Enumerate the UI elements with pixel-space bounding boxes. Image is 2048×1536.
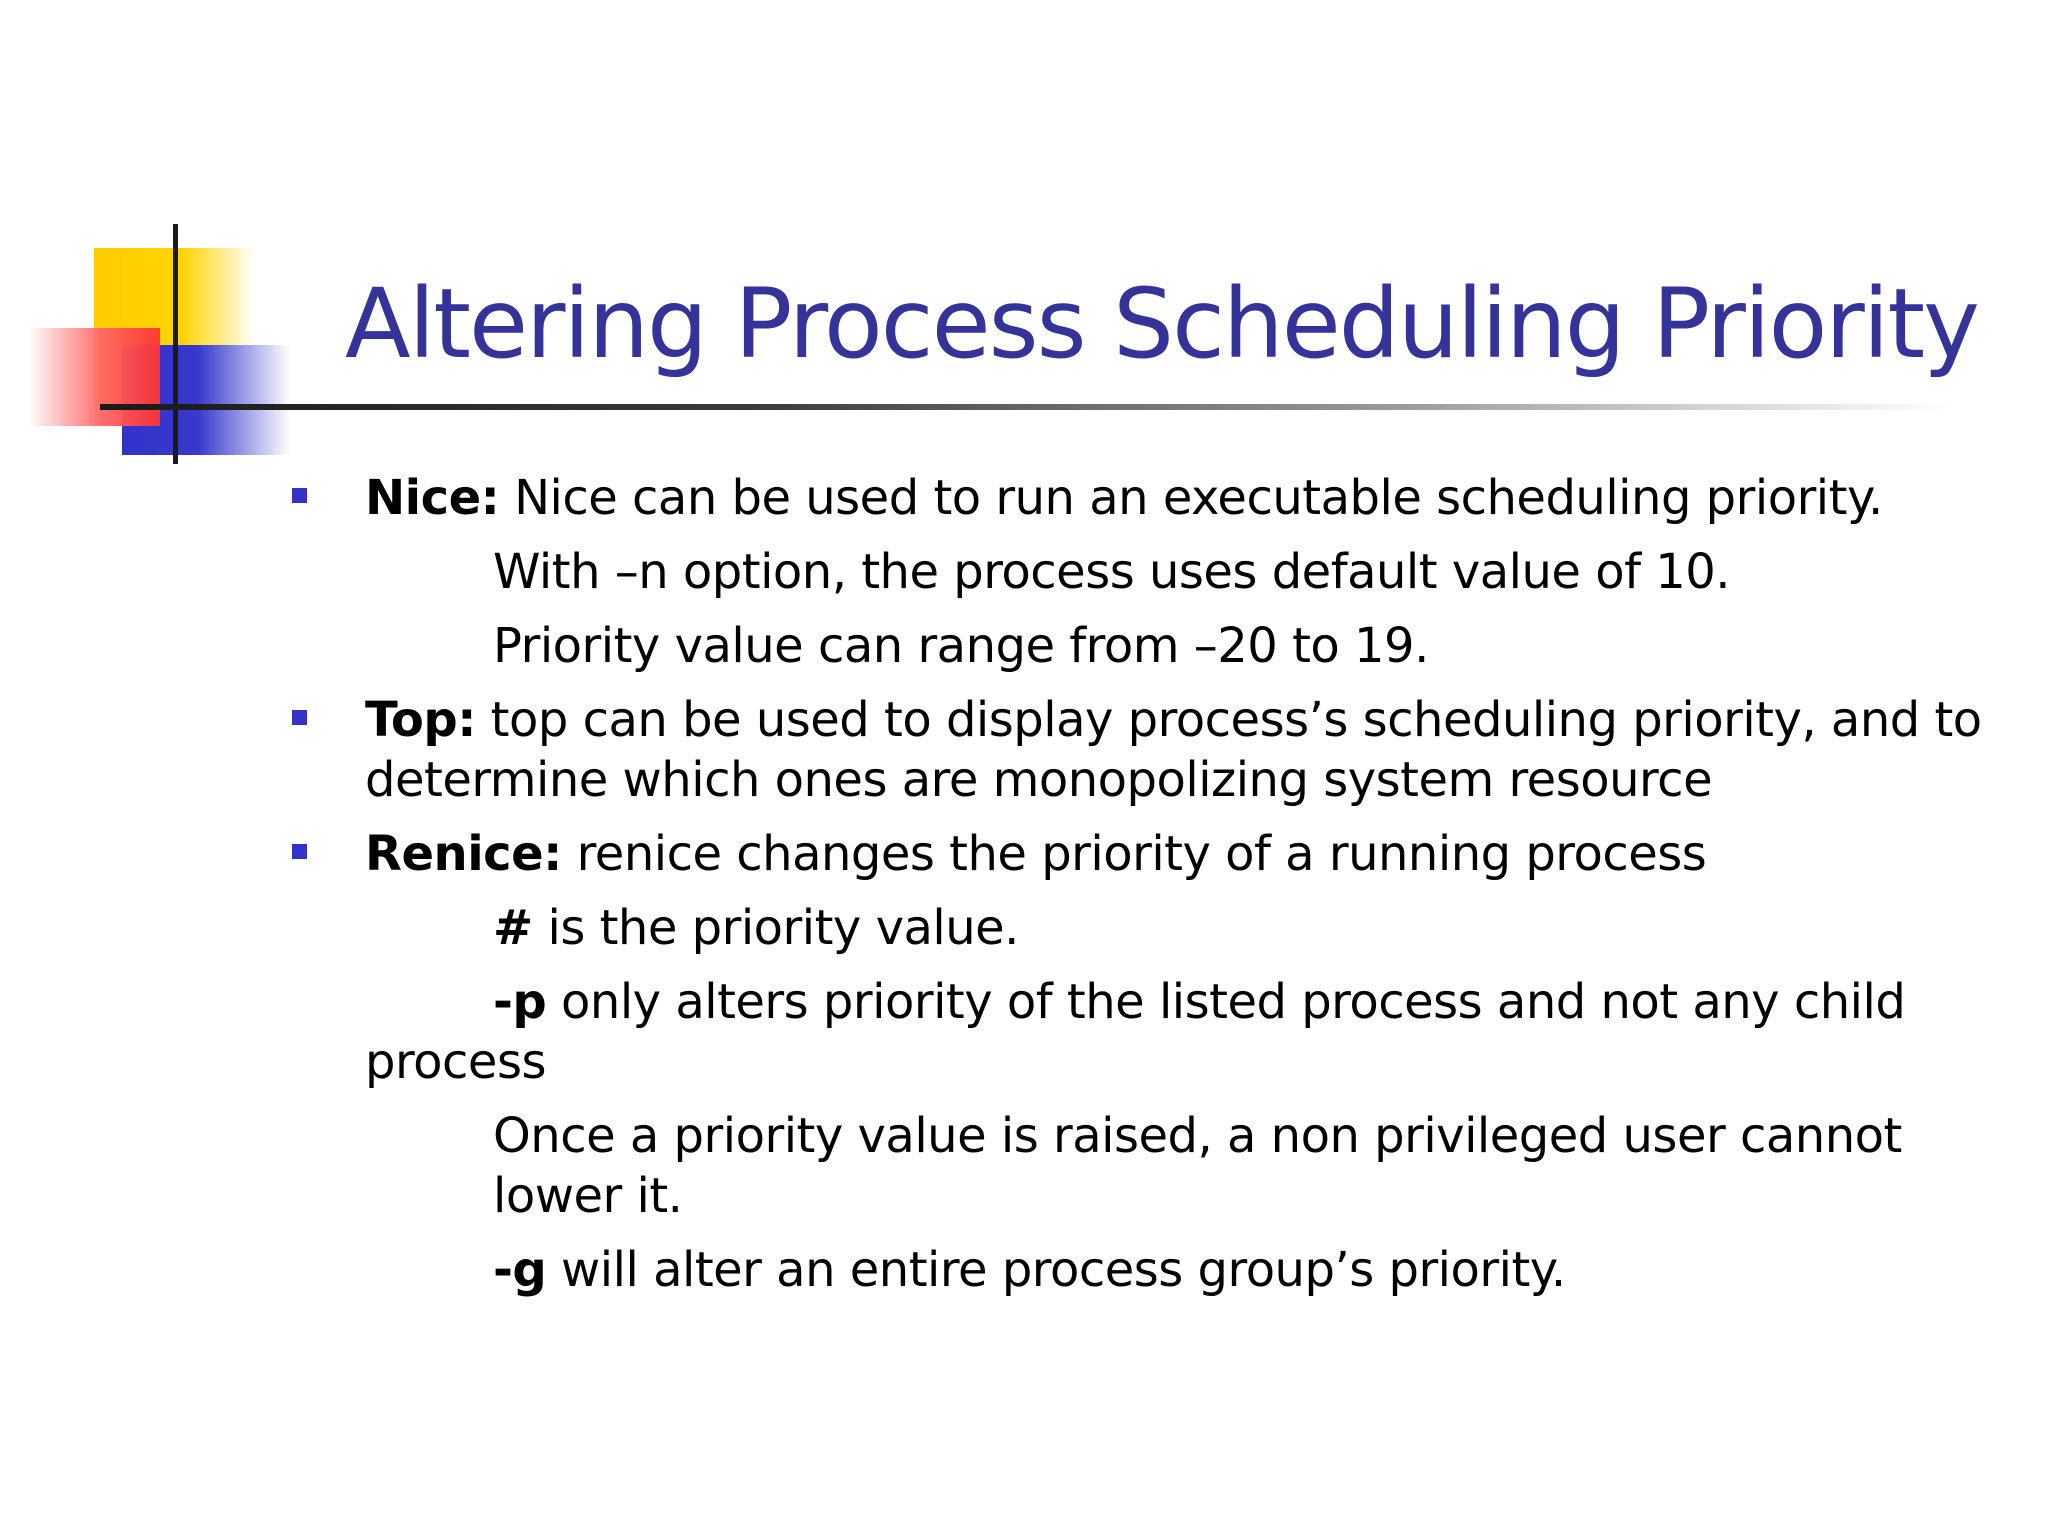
- bullet-top: [290, 690, 2010, 810]
- sub-item: Priority value can range from –20 to 19.: [493, 618, 1429, 674]
- sub-term: -p: [493, 974, 547, 1030]
- bullet-text: renice changes the priority of a running process: [561, 826, 1707, 882]
- sub-text: Once a priority value is raised, a non privileged user cannot lower it.: [493, 1108, 1902, 1224]
- bullet-term: Nice:: [365, 470, 500, 526]
- slide-title: Altering Process Scheduling Priority: [345, 268, 1978, 380]
- sub-text: will alter an entire process group’s priority.: [546, 1242, 1566, 1298]
- bullet-text: Nice can be used to run an executable scheduling priority.: [499, 470, 1883, 526]
- bullet-term: Renice:: [365, 826, 562, 882]
- sub-text: is the priority value.: [532, 900, 1019, 956]
- bullet-renice: [290, 824, 2010, 884]
- sub-item: [290, 972, 2010, 1092]
- sub-text: only alters priority of the listed process and not any child process: [365, 974, 1906, 1090]
- square-bullet-icon: [292, 844, 307, 859]
- sub-item: [290, 1106, 2010, 1226]
- bullet-text: top can be used to display process’s scheduling priority, and to determine which ones are monopolizing system resource: [365, 692, 1982, 808]
- logo-red-square: [28, 328, 160, 426]
- title-underline: [100, 404, 1950, 410]
- sub-item: [290, 898, 2010, 958]
- sub-item: With –n option, the process uses default value of 10.: [493, 544, 1731, 600]
- logo-vertical-line: [173, 224, 178, 464]
- slide-body: [290, 468, 2010, 1314]
- square-bullet-icon: [292, 488, 307, 503]
- bullet-nice: [290, 468, 2010, 528]
- sub-term: #: [493, 900, 533, 956]
- bullet-term: Top:: [365, 692, 476, 748]
- sub-item: [290, 1240, 2010, 1300]
- sub-term: -g: [493, 1242, 547, 1298]
- square-bullet-icon: [292, 710, 307, 725]
